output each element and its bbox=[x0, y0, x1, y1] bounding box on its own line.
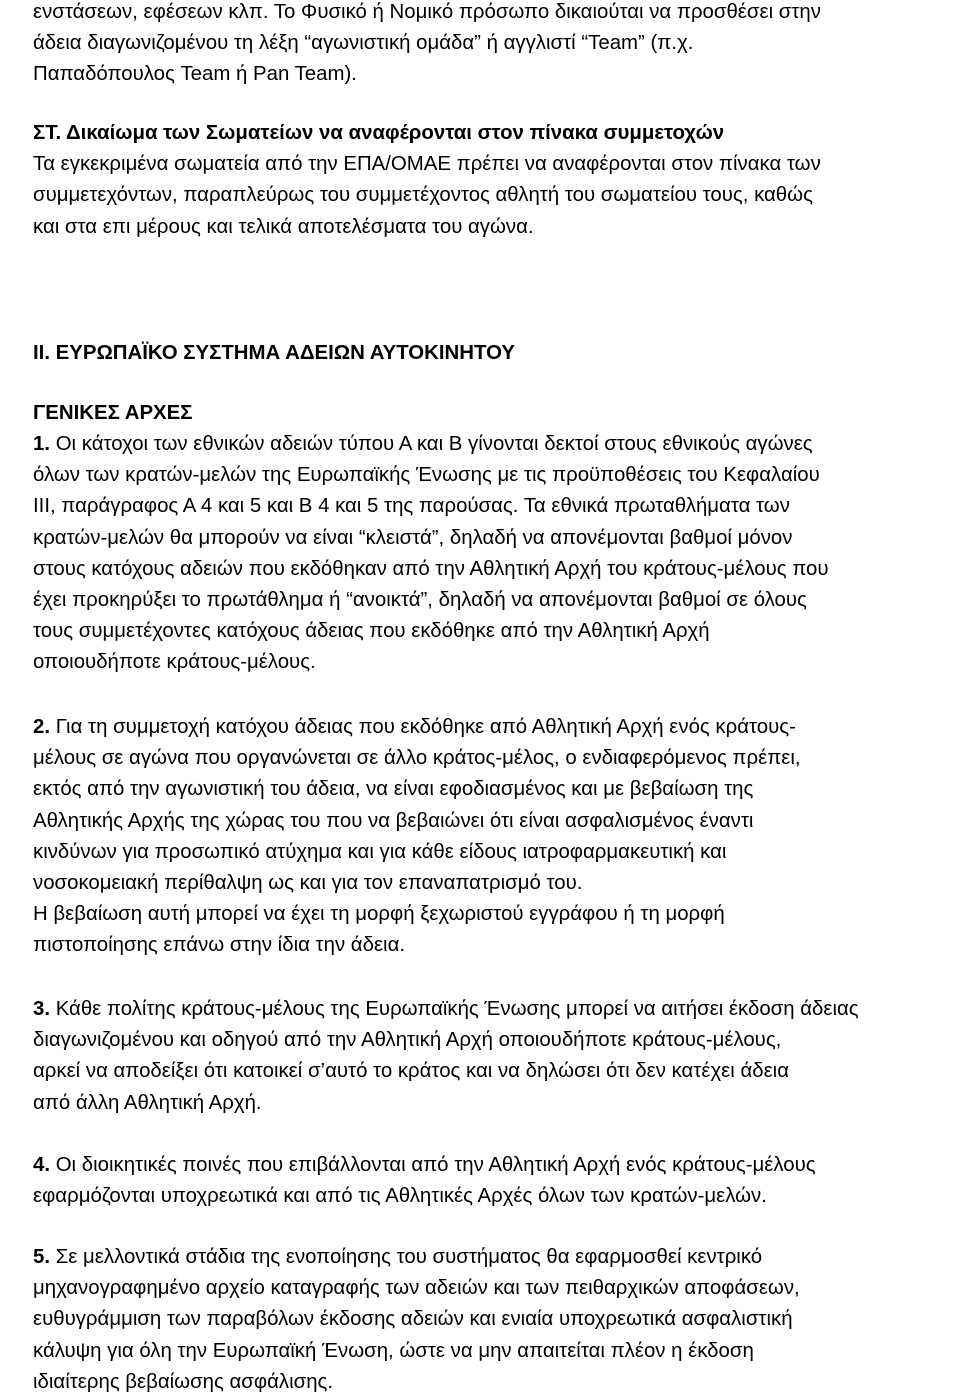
list-item-number: 1. bbox=[33, 433, 51, 455]
list-item-text: ιδιαίτερης βεβαίωσης ασφάλισης. bbox=[33, 1370, 334, 1393]
list-item-number: 3. bbox=[33, 998, 51, 1020]
section-st-line: και στα επι μέρους και τελικά αποτελέσματα του αγώνα. bbox=[33, 215, 534, 238]
list-item-text: Για τη συμμετοχή κατόχου άδειας που εκδόθηκε από Αθλητική Αρχή ενός κράτους- bbox=[55, 716, 796, 738]
list-item-text: διαγωνιζομένου και οδηγού από την Αθλητική Αρχή οποιουδήποτε κράτους-μέλους, bbox=[33, 1029, 782, 1052]
list-item-text: Αθλητικής Αρχής της χώρας του που να βεβαιώνει ότι είναι ασφαλισμένος έναντι bbox=[33, 809, 754, 832]
section-st-line: συμμετεχόντων, παραπλεύρως του συμμετέχοντος αθλητή του σωματείου τους, καθώς bbox=[33, 184, 813, 207]
list-item-text: τους συμμετέχοντες κατόχους άδειας που εκδόθηκε από την Αθλητική Αρχή bbox=[33, 620, 710, 643]
list-item-text: κινδύνων για προσωπικό ατύχημα και για κάθε είδους ιατροφαρμακευτική και bbox=[33, 840, 727, 863]
list-item-text: νοσοκομειακή περίθαλψη ως και για τον επαναπατρισμό του. bbox=[33, 871, 583, 894]
list-item-text: μέλους σε αγώνα που οργανώνεται σε άλλο κράτος-μέλος, ο ενδιαφερόμενος πρέπει, bbox=[33, 747, 801, 770]
list-item-number: 4. bbox=[33, 1154, 51, 1176]
list-item-text: κρατών-μελών θα μπορούν να είναι “κλειστά”, δηλαδή να απονέμονται βαθμοί μόνον bbox=[33, 526, 793, 549]
list-item-text: κάλυψη για όλη την Ευρωπαϊκή Ένωση, ώστε να μην απαιτείται πλέον η έκδοση bbox=[33, 1339, 754, 1362]
list-item-text: από άλλη Αθλητική Αρχή. bbox=[33, 1091, 262, 1114]
intro-line: Παπαδόπουλος Team ή Pan Team). bbox=[33, 63, 357, 86]
list-item-text: Οι διοικητικές ποινές που επιβάλλονται από την Αθλητική Αρχή ενός κράτους-μέλους bbox=[55, 1154, 816, 1176]
list-item-text: αρκεί να αποδείξει ότι κατοικεί σ’αυτό το κράτος και να δηλώσει ότι δεν κατέχει άδεια bbox=[33, 1060, 789, 1083]
list-item-text: μηχανογραφημένο αρχείο καταγραφής των αδειών και των πειθαρχικών αποφάσεων, bbox=[33, 1277, 800, 1300]
section-st-line: Τα εγκεκριμένα σωματεία από την ΕΠΑ/ΟΜΑΕ πρέπει να αναφέρονται στον πίνακα των bbox=[33, 153, 821, 176]
list-item-text: Σε μελλοντικά στάδια της ενοποίησης του συστήματος θα εφαρμοσθεί κεντρικό bbox=[55, 1246, 763, 1268]
list-item-text: εκτός από την αγωνιστική του άδεια, να είναι εφοδιασμένος και με βεβαίωση της bbox=[33, 778, 754, 801]
list-item bbox=[33, 994, 859, 1119]
intro-line: ενστάσεων, εφέσεων κλπ. Το Φυσικό ή Νομικό πρόσωπο δικαιούται να προσθέσει στην bbox=[33, 1, 821, 23]
list-item-text: στους κατόχους αδειών που εκδόθηκαν από την Αθλητική Αρχή του κράτους-μέλους που bbox=[33, 557, 829, 580]
list-item-number: 5. bbox=[33, 1246, 51, 1268]
list-item bbox=[33, 1150, 816, 1212]
section-ii-heading: II. ΕΥΡΩΠΑΪΚΟ ΣΥΣΤΗΜΑ ΑΔΕΙΩΝ ΑΥΤΟΚΙΝΗΤΟΥ bbox=[33, 342, 515, 364]
list-item-text: Η βεβαίωση αυτή μπορεί να έχει τη μορφή ξεχωριστού εγγράφου ή τη μορφή bbox=[33, 903, 725, 926]
intro-line: άδεια διαγωνιζομένου τη λέξη “αγωνιστική ομάδα” ή αγγλιστί “Team” (π.χ. bbox=[33, 32, 694, 55]
list-item bbox=[33, 429, 829, 679]
list-item bbox=[33, 712, 801, 962]
list-item-text: έχει προκηρύξει το πρωτάθλημα ή “ανοικτά”, δηλαδή να απονέμονται βαθμοί σε όλους bbox=[33, 588, 807, 611]
list-item-text: Κάθε πολίτης κράτους-μέλους της Ευρωπαϊκής Ένωσης μπορεί να αιτήσει έκδοση άδειας bbox=[55, 998, 859, 1020]
intro-paragraph bbox=[33, 0, 821, 91]
list-item-text: εφαρμόζονται υποχρεωτικά και από τις Αθλητικές Αρχές όλων των κρατών-μελών. bbox=[33, 1185, 767, 1208]
list-item-text: ΙΙΙ, παράγραφος Α 4 και 5 και Β 4 και 5 της παρούσας. Τα εθνικά πρωταθλήματα των bbox=[33, 495, 790, 518]
list-item bbox=[33, 1242, 800, 1398]
general-principles-heading: ΓΕΝΙΚΕΣ ΑΡΧΕΣ bbox=[33, 402, 193, 424]
list-item-text: όλων των κρατών-μελών της Ευρωπαϊκής Ένωσης με τις προϋποθέσεις του Κεφαλαίου bbox=[33, 464, 820, 487]
list-item-text: Οι κάτοχοι των εθνικών αδειών τύπου Α και Β γίνονται δεκτοί στους εθνικούς αγώνες bbox=[55, 433, 813, 455]
list-item-text: οποιουδήποτε κράτους-μέλους. bbox=[33, 651, 316, 674]
list-item-text: ευθυγράμμιση των παραβόλων έκδοσης αδειών και ενιαία υποχρεωτικά ασφαλιστική bbox=[33, 1308, 793, 1331]
list-item-number: 2. bbox=[33, 716, 51, 738]
list-item-text: πιστοποίησης επάνω στην ίδια την άδεια. bbox=[33, 934, 406, 957]
section-st bbox=[33, 118, 821, 243]
section-st-heading: ΣΤ. Δικαίωμα των Σωματείων να αναφέρονται στον πίνακα συμμετοχών bbox=[33, 122, 725, 144]
